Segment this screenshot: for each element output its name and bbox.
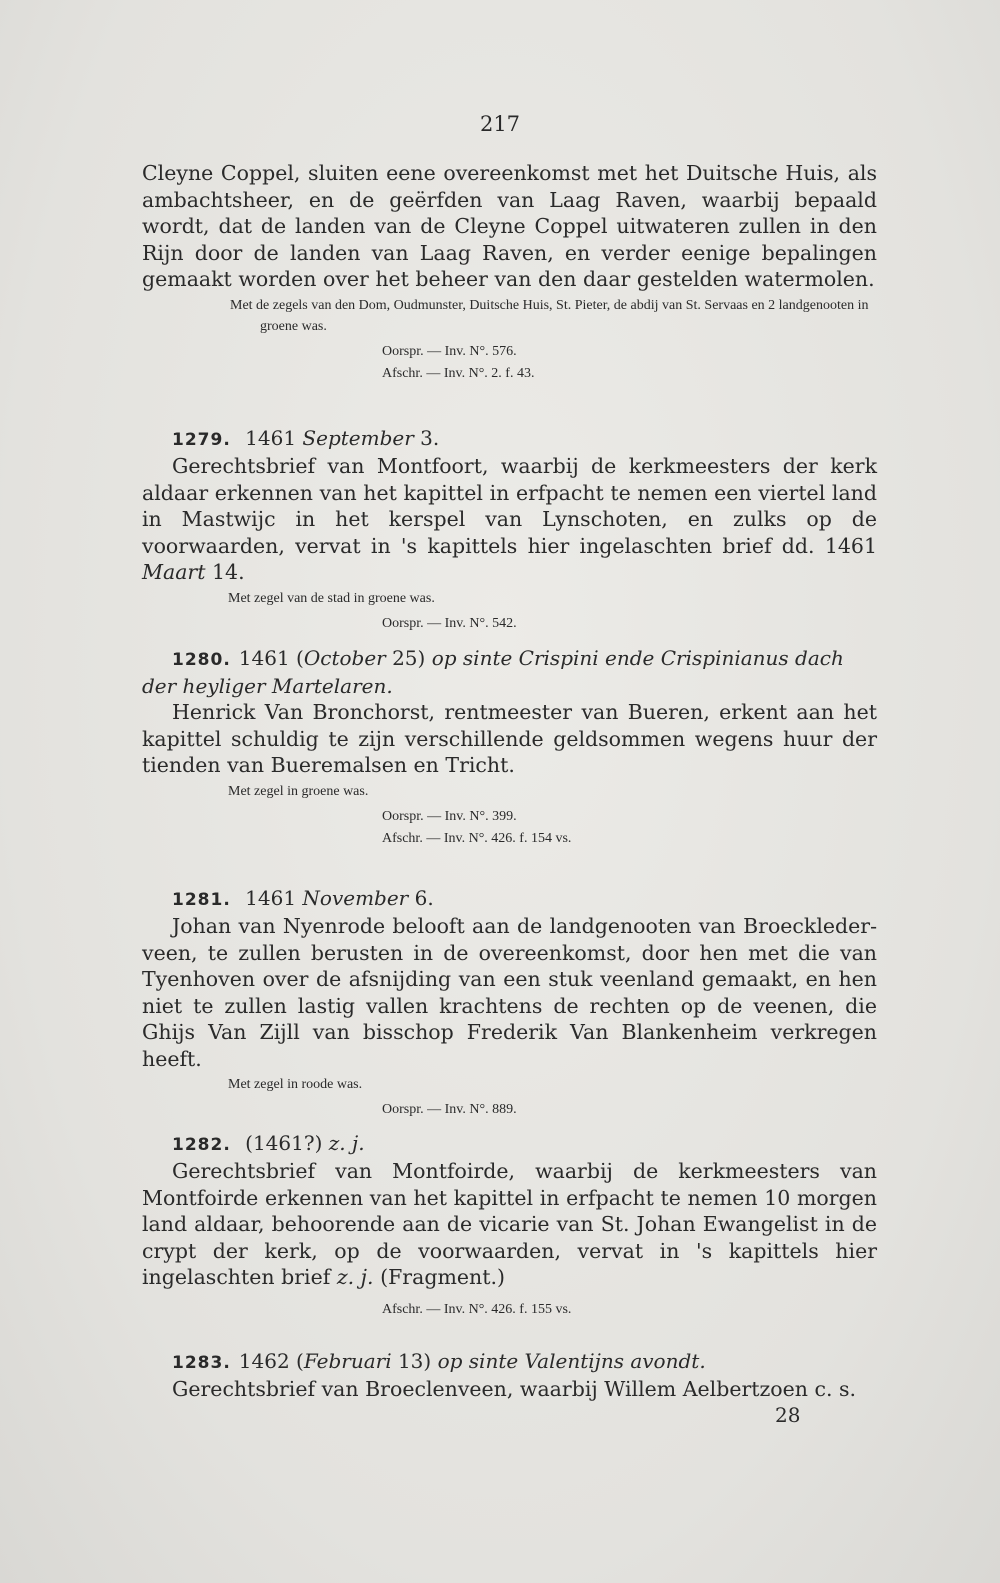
entry-heading (142, 885, 877, 913)
continuation-text: Cleyne Coppel, sluiten eene overeenkomst met het Duitsche Huis, als ambachtsheer, en de geërfden van Laag Raven, waarbij bepaald wordt, dat de landen van de Cleyne Coppel uitwateren zullen in den Rijn door de landen van Laag Raven, en verder eenige bepalingen gemaakt worden over het beheer van den daar gestelden watermolen. (142, 161, 877, 291)
entry-text-main: Gerechtsbrief van Montfoirde, waarbij de kerkmeesters van Montfoirde erkennen van het kapittel in erfpacht te nemen 10 morgen land aldaar, behoorende aan de vicarie van St. Johan Ewangelist in de crypt der kerk, op de voorwaarden, vervat in 's kapittels hier ingelaschten brief (142, 1159, 877, 1289)
entry-note: Met zegel in groene was. (228, 783, 369, 799)
entry-1281 (142, 885, 877, 1121)
entry-date: 1461 (245, 426, 297, 450)
entry-text: Johan van Nyenrode belooft aan de landgenooten van Broecklederveen, te zullen berusten in de overeenkomst, door hen met die van Tyenhoven over de afsnijding van een stuk veenland gemaakt, en hen niet te zullen lastig vallen krachtens de rechten op de veenen, die Ghijs Van Zijll van bisschop Frederik Van Blankenheim verkregen heeft. (142, 914, 877, 1071)
entry-ref-copy: Afschr. — Inv. N°. 426. f. 155 vs. (382, 1301, 572, 1317)
entry-1280 (142, 645, 877, 850)
entry-ref-original: Oorspr. — Inv. N°. 399. (382, 808, 517, 824)
entry-text (142, 453, 877, 586)
entry-text: Henrick Van Bronchorst, rentmeester van Bueren, erkent aan het kapittel schuldig te zijn verschillende geldsommen wegens huur der tienden van Bueremalsen en Tricht. (142, 700, 877, 777)
entry-date-day: 3. (420, 426, 440, 450)
entry-date: 1462 ( (238, 1349, 304, 1373)
entry-ref-original: Oorspr. — Inv. N°. 889. (382, 1102, 517, 1117)
continuation-ref-original: Oorspr. — Inv. N°. 576. (382, 343, 517, 359)
entry-date: 1461 (245, 886, 297, 910)
entry-date-day: 6. (414, 886, 434, 910)
entry-text-tail: 14. (212, 560, 245, 584)
continuation-block (142, 160, 877, 385)
entry-text-italic: Maart (142, 560, 206, 584)
entry-heading (142, 1348, 877, 1376)
entry-1283 (142, 1348, 877, 1403)
entry-heading (142, 425, 877, 453)
continuation-ref-copy: Afschr. — Inv. N°. 2. f. 43. (382, 365, 535, 381)
entry-date: (1461?) (245, 1131, 323, 1155)
entry-number: 1279. (172, 430, 231, 450)
continuation-note: Met de zegels van den Dom, Oudmunster, Duitsche Huis, St. Pieter, de abdij van St. Servaas en 2 landgenooten in groene was. (230, 297, 869, 334)
entry-text-main: Gerechtsbrief van Montfoort, waarbij de kerkmeesters der kerk aldaar erkennen van het kapittel in erfpacht te nemen een viertel land in Mastwijc in het kerspel van Lynschoten, en zulks op de voorwaarden, vervat in 's kapittels hier ingelaschten brief dd. 1461 (142, 454, 877, 558)
entry-heading (142, 645, 877, 699)
entry-number: 1280. (172, 650, 231, 670)
entry-text-tail: (Fragment.) (380, 1265, 505, 1289)
entry-note: Met zegel van de stad in groene was. (228, 590, 435, 606)
page-number: 217 (479, 112, 521, 136)
entry-text (142, 1158, 877, 1291)
entry-date-month: November (302, 886, 409, 910)
entry-number: 1283. (172, 1353, 231, 1373)
entry-date-day: 13) (397, 1349, 432, 1373)
entry-ref-original: Oorspr. — Inv. N°. 542. (382, 615, 517, 631)
entry-date-note: z. j. (328, 1131, 365, 1155)
entry-ref-copy: Afschr. — Inv. N°. 426. f. 154 vs. (382, 830, 572, 846)
entry-note: Met zegel in roode was. (228, 1077, 363, 1092)
entry-date-month: Februari (303, 1349, 392, 1373)
entry-date-month: September (302, 426, 414, 450)
entry-number: 1282. (172, 1135, 231, 1155)
entry-date: 1461 ( (238, 646, 304, 670)
entry-date-suffix: op sinte Crispini ende Crispinianus dach der heyliger Martelaren. (142, 646, 844, 698)
entry-date-month: October (303, 646, 386, 670)
entry-number: 1281. (172, 890, 231, 910)
entry-date-suffix: op sinte Valentijns avondt. (437, 1349, 706, 1373)
entry-text: Gerechtsbrief van Broeclenveen, waarbij Willem Aelbertzoen c. s. (172, 1377, 857, 1401)
entry-text-italic: z. j. (336, 1265, 374, 1289)
entry-date-day: 25) (392, 646, 426, 670)
entry-1282 (142, 1130, 877, 1321)
signature-mark: 28 (775, 1403, 801, 1427)
entry-heading (142, 1130, 877, 1158)
entry-1279 (142, 425, 877, 635)
